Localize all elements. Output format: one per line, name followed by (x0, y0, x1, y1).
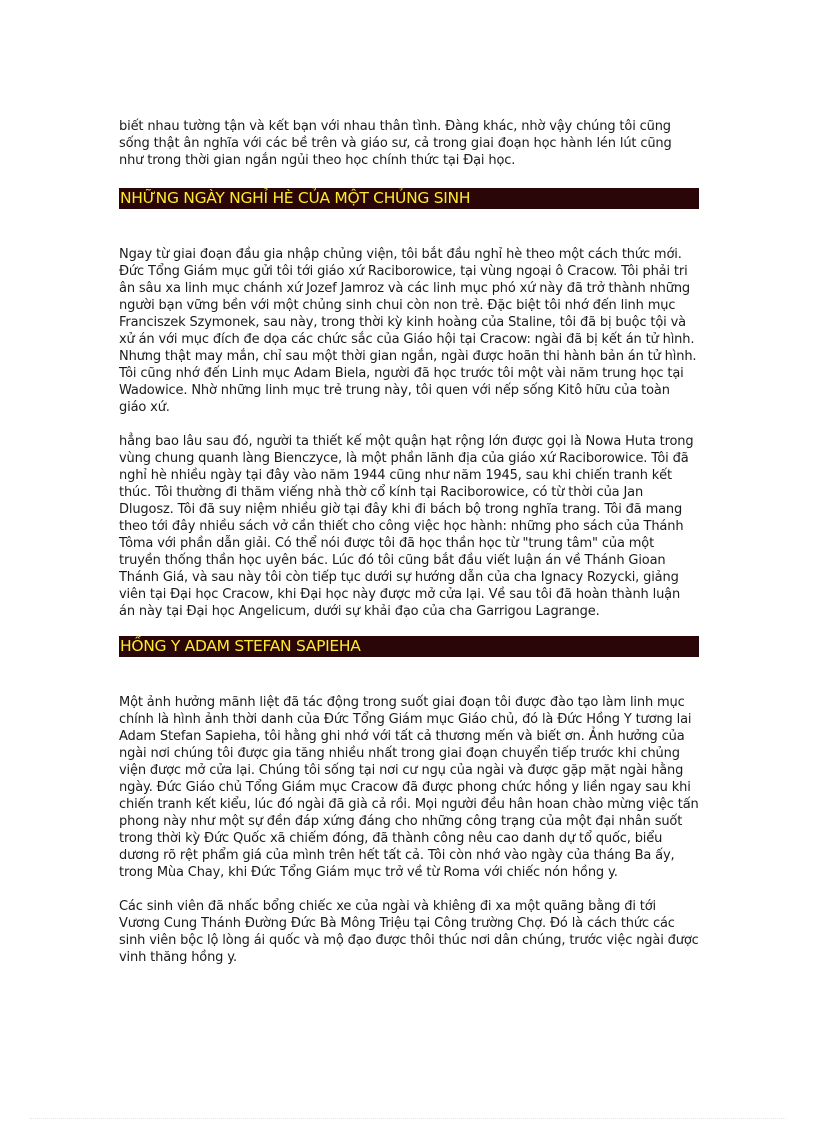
intro-paragraph: biết nhau tường tận và kết bạn với nhau thân tình. Đàng khác, nhờ vậy chúng tôi cũng sống thật ân nghĩa với các bề trên và giáo sư, cả trong giai đoạn học hành lén lút cũng như trong thời gian ngắn ngủi theo học chính thức tại Đại học. (119, 119, 672, 168)
paragraph-summer-vacations-1: Ngay từ giai đoạn đầu gia nhập chủng viện, tôi bắt đầu nghỉ hè theo một cách thức mới. Đức Tổng Giám mục gửi tôi tới giáo xứ Raciborowice, tại vùng ngoại ô Cracow. Tôi phải tri ân sâu xa linh mục chánh xứ Jozef Jamroz và các linh mục phó xứ này đã trở thành những người bạn vững bền với một chủng sinh chui còn non trẻ. Đặc biệt tôi nhớ đến linh mục Franciszek Szymonek, sau này, trong thời kỳ kinh hoàng của Staline, tôi đã bị buộc tội và xử án với mục đích đe dọa các chức sắc của Giáo hội tại Cracow: ngài đã bị kết án tử hình. Nhưng thật may mắn, chỉ sau một thời gian ngắn, ngài được hoãn thi hành bản án tử hình. Tôi cũng nhớ đến Linh mục Adam Biela, người đã học trước tôi một vài năm trung học tại Wadowice. Nhờ những linh mục trẻ trung này, tôi quen với nếp sống Kitô hữu của toàn giáo xứ. (119, 247, 697, 415)
document-page (119, 118, 699, 966)
paragraph-cardinal-sapieha-2: Các sinh viên đã nhấc bổng chiếc xe của ngài và khiêng đi xa một quãng bằng đi tới Vương Cung Thánh Đường Đức Bà Mông Triệu tại Công trường Chợ. Đó là cách thức các sinh viên bộc lộ lòng ái quốc và mộ đạo được thôi thúc nơi dân chúng, trước việc ngài được vinh thăng hồng y. (119, 899, 699, 965)
paragraph-summer-vacations-2: hẳng bao lâu sau đó, người ta thiết kế một quận hạt rộng lớn được gọi là Nowa Huta trong vùng chung quanh làng Bienczyce, là một phần lãnh địa của giáo xứ Raciborowice. Tôi đã nghỉ hè nhiều ngày tại đây vào năm 1944 cũng như năm 1945, sau khi chiến tranh kết thúc. Tôi thường đi thăm viếng nhà thờ cổ kính tại Raciborowice, có từ thời của Jan Dlugosz. Tôi đã suy niệm nhiều giờ tại đây khi đi bách bộ trong nghĩa trang. Tôi đã mang theo tới đây nhiều sách vở cần thiết cho công việc học hành: những pho sách của Thánh Tôma với phần dẫn giải. Có thể nói được tôi đã học thần học từ "trung tâm" của một truyền thống thần học uyên bác. Lúc đó tôi cũng bắt đầu viết luận án về Thánh Gioan Thánh Giá, và sau này tôi còn tiếp tục dưới sự hướng dẫn của cha Ignacy Rozycki, giảng viên tại Đại học Cracow, khi Đại học này được mở cửa lại. Về sau tôi đã hoàn thành luận án này tại Đại học Angelicum, dưới sự khải đạo của cha Garrigou Lagrange. (119, 434, 694, 619)
paragraph-cardinal-sapieha-1: Một ảnh hưởng mãnh liệt đã tác động trong suốt giai đoạn tôi được đào tạo làm linh mục chính là hình ảnh thời danh của Đức Tổng Giám mục Giáo chủ, đó là Đức Hồng Y tương lai Adam Stefan Sapieha, tôi hằng ghi nhớ với tất cả thương mến và biết ơn. Ảnh hưởng của ngài nơi chúng tôi được gia tăng nhiều nhất trong giai đoạn chuyển tiếp trước khi chủng viện được mở cửa lại. Chúng tôi sống tại nơi cư ngụ của ngài và được gặp mặt ngài hằng ngày. Đức Giáo chủ Tổng Giám mục Cracow đã được phong chức hồng y liền ngay sau khi chiến tranh kết kiểu, lúc đó ngài đã già cả rồi. Mọi người đều hân hoan chào mừng việc tấn phong này như một sự đền đáp xứng đáng cho những công trạng của một đại nhân suốt trong thời kỳ Đức Quốc xã chiếm đóng, đã thành công nêu cao danh dự tổ quốc, biểu dương rõ rệt phẩm giá của mình trên hết tất cả. Tôi còn nhớ vào ngày của tháng Ba ấy, trong Mùa Chay, khi Đức Tổng Giám mục trở về từ Roma với chiếc nón hồng y. (119, 695, 699, 880)
section-heading-cardinal-sapieha: HỒNG Y ADAM STEFAN SAPIEHA (119, 636, 699, 657)
page-bottom-divider (30, 1118, 786, 1119)
section-heading-summer-vacations: NHỮNG NGÀY NGHỈ HÈ CỦA MỘT CHỦNG SINH (119, 188, 699, 209)
